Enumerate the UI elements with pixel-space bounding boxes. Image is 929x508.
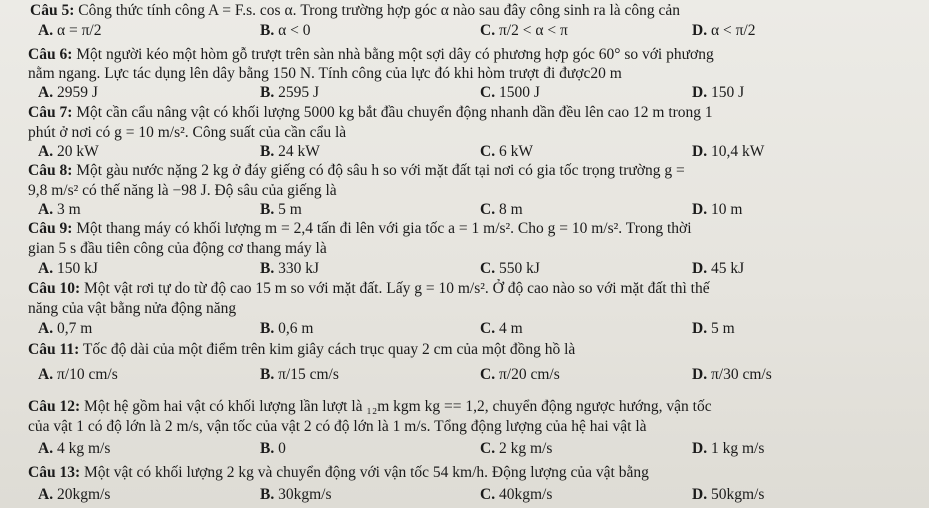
question-6-option-d: D. 150 J: [692, 84, 745, 101]
question-6-option-c: C. 1500 J: [480, 84, 540, 101]
question-13-line-1: Câu 13: Một vật có khối lượng 2 kg và chuyển động với vận tốc 54 km/h. Động lượng của vật bằng: [28, 464, 649, 481]
question-11-option-b: B. π/15 cm/s: [260, 366, 339, 383]
question-8-option-c: C. 8 m: [480, 201, 523, 218]
question-12-option-d: D. 1 kg m/s: [692, 440, 765, 457]
question-10-option-b: B. 0,6 m: [260, 320, 314, 337]
question-7-option-c: C. 6 kW: [480, 143, 533, 160]
question-12-option-a: A. 4 kg m/s: [38, 440, 111, 457]
question-6-line-2: nằm ngang. Lực tác dụng lên dây bằng 150 N. Tính công của lực đó khi hòm trượt đi được20 m: [28, 65, 622, 82]
question-9-line-1: Câu 9: Một thang máy có khối lượng m = 2,4 tấn đi lên với gia tốc a = 1 m/s². Cho g = 10 m/s². Trong thời: [28, 220, 692, 237]
question-12-line-2: của vật 1 có độ lớn là 2 m/s, vận tốc của vật 2 có độ lớn là 1 m/s. Tổng động lượng của hệ hai vật là: [28, 418, 647, 435]
question-5-line-1: Câu 5: Công thức tính công A = F.s. cos α. Trong trường hợp góc α nào sau đây công sinh ra là công cản: [30, 2, 681, 19]
question-13-option-c: C. 40kgm/s: [480, 486, 553, 503]
question-6-option-b: B. 2595 J: [260, 84, 320, 101]
question-8-option-b: B. 5 m: [260, 201, 302, 218]
question-13-option-a: A. 20kgm/s: [38, 486, 111, 503]
question-12-option-b: B. 0: [260, 440, 286, 457]
question-7-option-d: D. 10,4 kW: [692, 143, 765, 160]
question-10-line-1: Câu 10: Một vật rơi tự do từ độ cao 15 m so với mặt đất. Lấy g = 10 m/s². Ở độ cao nào so với mặt đất thì thế: [28, 280, 710, 297]
question-8-option-d: D. 10 m: [692, 201, 743, 218]
question-11-option-d: D. π/30 cm/s: [692, 366, 772, 383]
question-12-line-1: Câu 12: Một hệ gồm hai vật có khối lượng lần lượt là ₁₂m kgm kg == 1,2, chuyển động ngược hướng, vận tốc: [28, 398, 712, 415]
question-10-option-a: A. 0,7 m: [38, 320, 93, 337]
question-10-line-2: năng của vật bằng nửa động năng: [28, 300, 237, 317]
question-5-option-d: D. α < π/2: [692, 22, 756, 39]
question-7-line-1: Câu 7: Một cần cẩu nâng vật có khối lượng 5000 kg bắt đầu chuyển động nhanh dần đều lên cao 12 m trong 1: [28, 104, 713, 121]
question-7-option-b: B. 24 kW: [260, 143, 320, 160]
question-9-option-b: B. 330 kJ: [260, 260, 320, 277]
question-6-line-1: Câu 6: Một người kéo một hòm gỗ trượt trên sàn nhà bằng một sợi dây có phương hợp góc 60° so với phương: [28, 46, 714, 63]
question-8-line-1: Câu 8: Một gàu nước nặng 2 kg ở đáy giếng có độ sâu h so với mặt đất tại nơi có gia tốc trọng trường g =: [28, 162, 685, 179]
question-11-line-1: Câu 11: Tốc độ dài của một điểm trên kim giây cách trục quay 2 cm của một đồng hồ là: [28, 341, 576, 358]
question-5-option-c: C. π/2 < α < π: [480, 22, 568, 39]
question-11-option-a: A. π/10 cm/s: [38, 366, 118, 383]
question-5-option-b: B. α < 0: [260, 22, 311, 39]
question-9-line-2: gian 5 s đầu tiên công của động cơ thang máy là: [28, 240, 327, 257]
question-9-option-c: C. 550 kJ: [480, 260, 540, 277]
question-10-option-c: C. 4 m: [480, 320, 523, 337]
question-7-option-a: A. 20 kW: [38, 143, 99, 160]
question-10-option-d: D. 5 m: [692, 320, 735, 337]
question-13-option-d: D. 50kgm/s: [692, 486, 765, 503]
question-9-option-a: A. 150 kJ: [38, 260, 98, 277]
question-6-option-a: A. 2959 J: [38, 84, 98, 101]
question-7-line-2: phút ở nơi có g = 10 m/s². Công suất của cần cẩu là: [28, 124, 347, 141]
question-8-line-2: 9,8 m/s² có thế năng là −98 J. Độ sâu của giếng là: [28, 182, 337, 199]
question-13-option-b: B. 30kgm/s: [260, 486, 332, 503]
question-9-option-d: D. 45 kJ: [692, 260, 745, 277]
question-8-option-a: A. 3 m: [38, 201, 81, 218]
question-5-option-a: A. α = π/2: [38, 22, 102, 39]
question-11-option-c: C. π/20 cm/s: [480, 366, 560, 383]
question-12-option-c: C. 2 kg m/s: [480, 440, 553, 457]
